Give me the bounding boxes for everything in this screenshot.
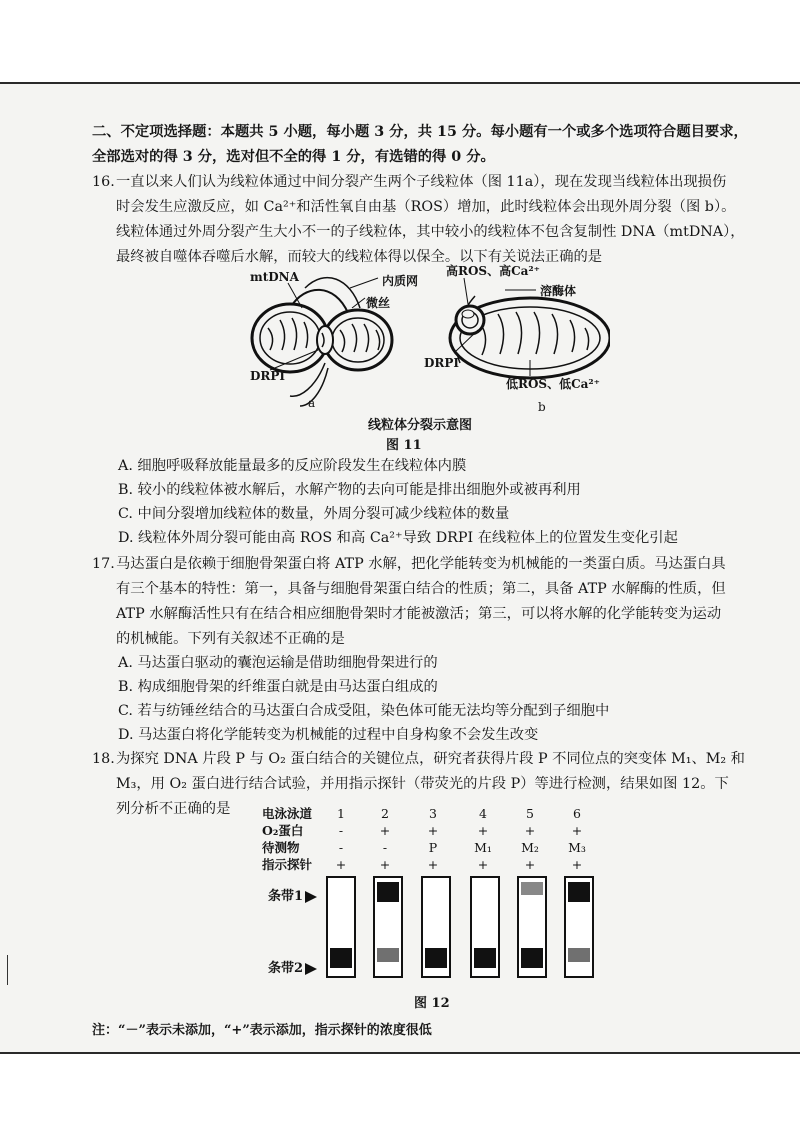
row-label-lane: 电泳泳道 [262, 806, 313, 821]
lane-protein: + [477, 823, 489, 838]
lane-probe: + [477, 857, 489, 872]
lane-number: 1 [337, 806, 345, 821]
label-drp1-a: DRPI [250, 369, 286, 383]
lane-sample: - [338, 840, 344, 855]
q17-option-c[interactable]: C. 若与纺锤丝结合的马达蛋白合成受阻，染色体可能无法均等分配到子细胞中 [118, 703, 610, 719]
q16-option-c[interactable]: C. 中间分裂增加线粒体的数量，外周分裂可减少线粒体的数量 [118, 506, 510, 522]
band-1-label: 条带1 [268, 885, 317, 904]
lane-number: 2 [381, 806, 389, 821]
label-b: b [538, 400, 546, 414]
lane-protein: - [338, 823, 344, 838]
gel-band-2 [474, 948, 496, 968]
label-er: 内质网 [382, 274, 419, 288]
gel-band-2 [568, 948, 590, 962]
q16-number: 16. [92, 174, 115, 190]
q17-stem: 马达蛋白是依赖于细胞骨架蛋白将 ATP 水解，把化学能转变为机械能的一类蛋白质。马达蛋白具 有三个基本的特性：第一，具备与细胞骨架蛋白结合的性质；第二，具备 ATP 水解酶的性质，但 ATP 水解酶活性只有在结合相应细胞骨架时才能被激活；第三，可以将水解的化学能转变为运动 的机械能。下列有关叙述不正确的是 [116, 556, 726, 647]
label-lysosome: 溶酶体 [540, 284, 577, 298]
lane-sample: P [428, 840, 438, 855]
lane-number: 5 [526, 806, 534, 821]
label-drp1-b: DRPI [424, 356, 460, 370]
lane-sample: M₃ [568, 840, 586, 855]
label-low-ros: 低ROS、低Ca²⁺ [506, 377, 601, 391]
gel-band-2 [377, 948, 399, 962]
band-2-arrow-icon [305, 963, 317, 975]
q18-stem: 为探究 DNA 片段 P 与 O₂ 蛋白结合的关键位点，研究者获得片段 P 不同位点的突变体 M₁、M₂ 和 M₃，用 O₂ 蛋白进行结合试验，并用指示探针（带荧光的片段 P）等进行检测，结果如图 12。下 列分析不正确的是 [116, 751, 745, 817]
lane-number: 6 [573, 806, 581, 821]
gel-band-2 [521, 948, 543, 968]
lane-protein: + [571, 823, 583, 838]
row-label-sample: 待测物 [262, 840, 300, 855]
q17-option-a[interactable]: A. 马达蛋白驱动的囊泡运输是借助细胞骨架进行的 [118, 655, 438, 671]
figure-11b [450, 278, 610, 378]
lane-sample: M₁ [474, 840, 492, 855]
q18-number: 18. [92, 751, 115, 767]
label-mtdna: mtDNA [250, 270, 299, 284]
lane-sample: - [382, 840, 388, 855]
figure-12-note: 注：“－”表示未添加，“+”表示添加，指示探针的浓度很低 [92, 1023, 432, 1038]
label-filament: 微丝 [366, 296, 391, 310]
row-label-protein: O₂蛋白 [262, 823, 304, 838]
figure-11-caption: 图 11 [386, 438, 422, 453]
q17-option-d[interactable]: D. 马达蛋白将化学能转变为机械能的过程中自身构象不会发生改变 [118, 727, 539, 743]
gel-band-2 [425, 948, 447, 968]
lane-protein: + [427, 823, 439, 838]
gel-lane [517, 876, 547, 978]
gel-band-2 [330, 948, 352, 968]
band-2-label: 条带2 [268, 957, 317, 976]
gel-band-1 [521, 882, 543, 895]
lane-number: 4 [479, 806, 487, 821]
lane-protein: + [379, 823, 391, 838]
margin-mark [7, 955, 8, 985]
section-heading: 二、不定项选择题：本题共 5 小题，每小题 3 分，共 15 分。每小题有一个或多个选项符合题目要求， 全部选对的得 3 分，选对但不全的得 1 分，有选错的得 0 分。 [92, 124, 748, 165]
lane-probe: + [379, 857, 391, 872]
label-high-ros: 高ROS、高Ca²⁺ [446, 264, 541, 278]
label-a: a [308, 396, 316, 410]
q16-option-a[interactable]: A. 细胞呼吸释放能量最多的反应阶段发生在线粒体内膜 [118, 458, 467, 474]
band-1-arrow-icon [305, 891, 317, 903]
lane-protein: + [524, 823, 536, 838]
lane-sample: M₂ [521, 840, 539, 855]
lane-probe: + [335, 857, 347, 872]
gel-lane [326, 876, 356, 978]
row-label-probe: 指示探针 [262, 857, 313, 872]
q17-number: 17. [92, 556, 115, 572]
figure-12-caption: 图 12 [414, 996, 450, 1011]
figure-11-title: 线粒体分裂示意图 [368, 418, 473, 433]
q16-option-b[interactable]: B. 较小的线粒体被水解后，水解产物的去向可能是排出细胞外或被再利用 [118, 482, 581, 498]
lane-probe: + [571, 857, 583, 872]
gel-lane [421, 876, 451, 978]
q17-option-b[interactable]: B. 构成细胞骨架的纤维蛋白就是由马达蛋白组成的 [118, 679, 438, 695]
q16-option-d[interactable]: D. 线粒体外周分裂可能由高 ROS 和高 Ca²⁺导致 DRPI 在线粒体上的位置发生变化引起 [118, 530, 678, 546]
gel-band-1 [377, 882, 399, 902]
gel-lane [564, 876, 594, 978]
q16-stem: 一直以来人们认为线粒体通过中间分裂产生两个子线粒体（图 11a），现在发现当线粒体出现损伤 时会发生应激反应，如 Ca²⁺和活性氧自由基（ROS）增加，此时线粒体会出现外周分裂（图 b）。 线粒体通过外周分裂产生大小不一的子线粒体，其中较小的线粒体不包含复制性 DNA（mtDNA）， 最终被自噬体吞噬后水解，而较大的线粒体得以保全。以下有关说法正确的是 [116, 174, 745, 265]
gel-lane [470, 876, 500, 978]
gel-band-1 [568, 882, 590, 902]
lane-number: 3 [429, 806, 437, 821]
lane-probe: + [524, 857, 536, 872]
lane-probe: + [427, 857, 439, 872]
gel-lane [373, 876, 403, 978]
